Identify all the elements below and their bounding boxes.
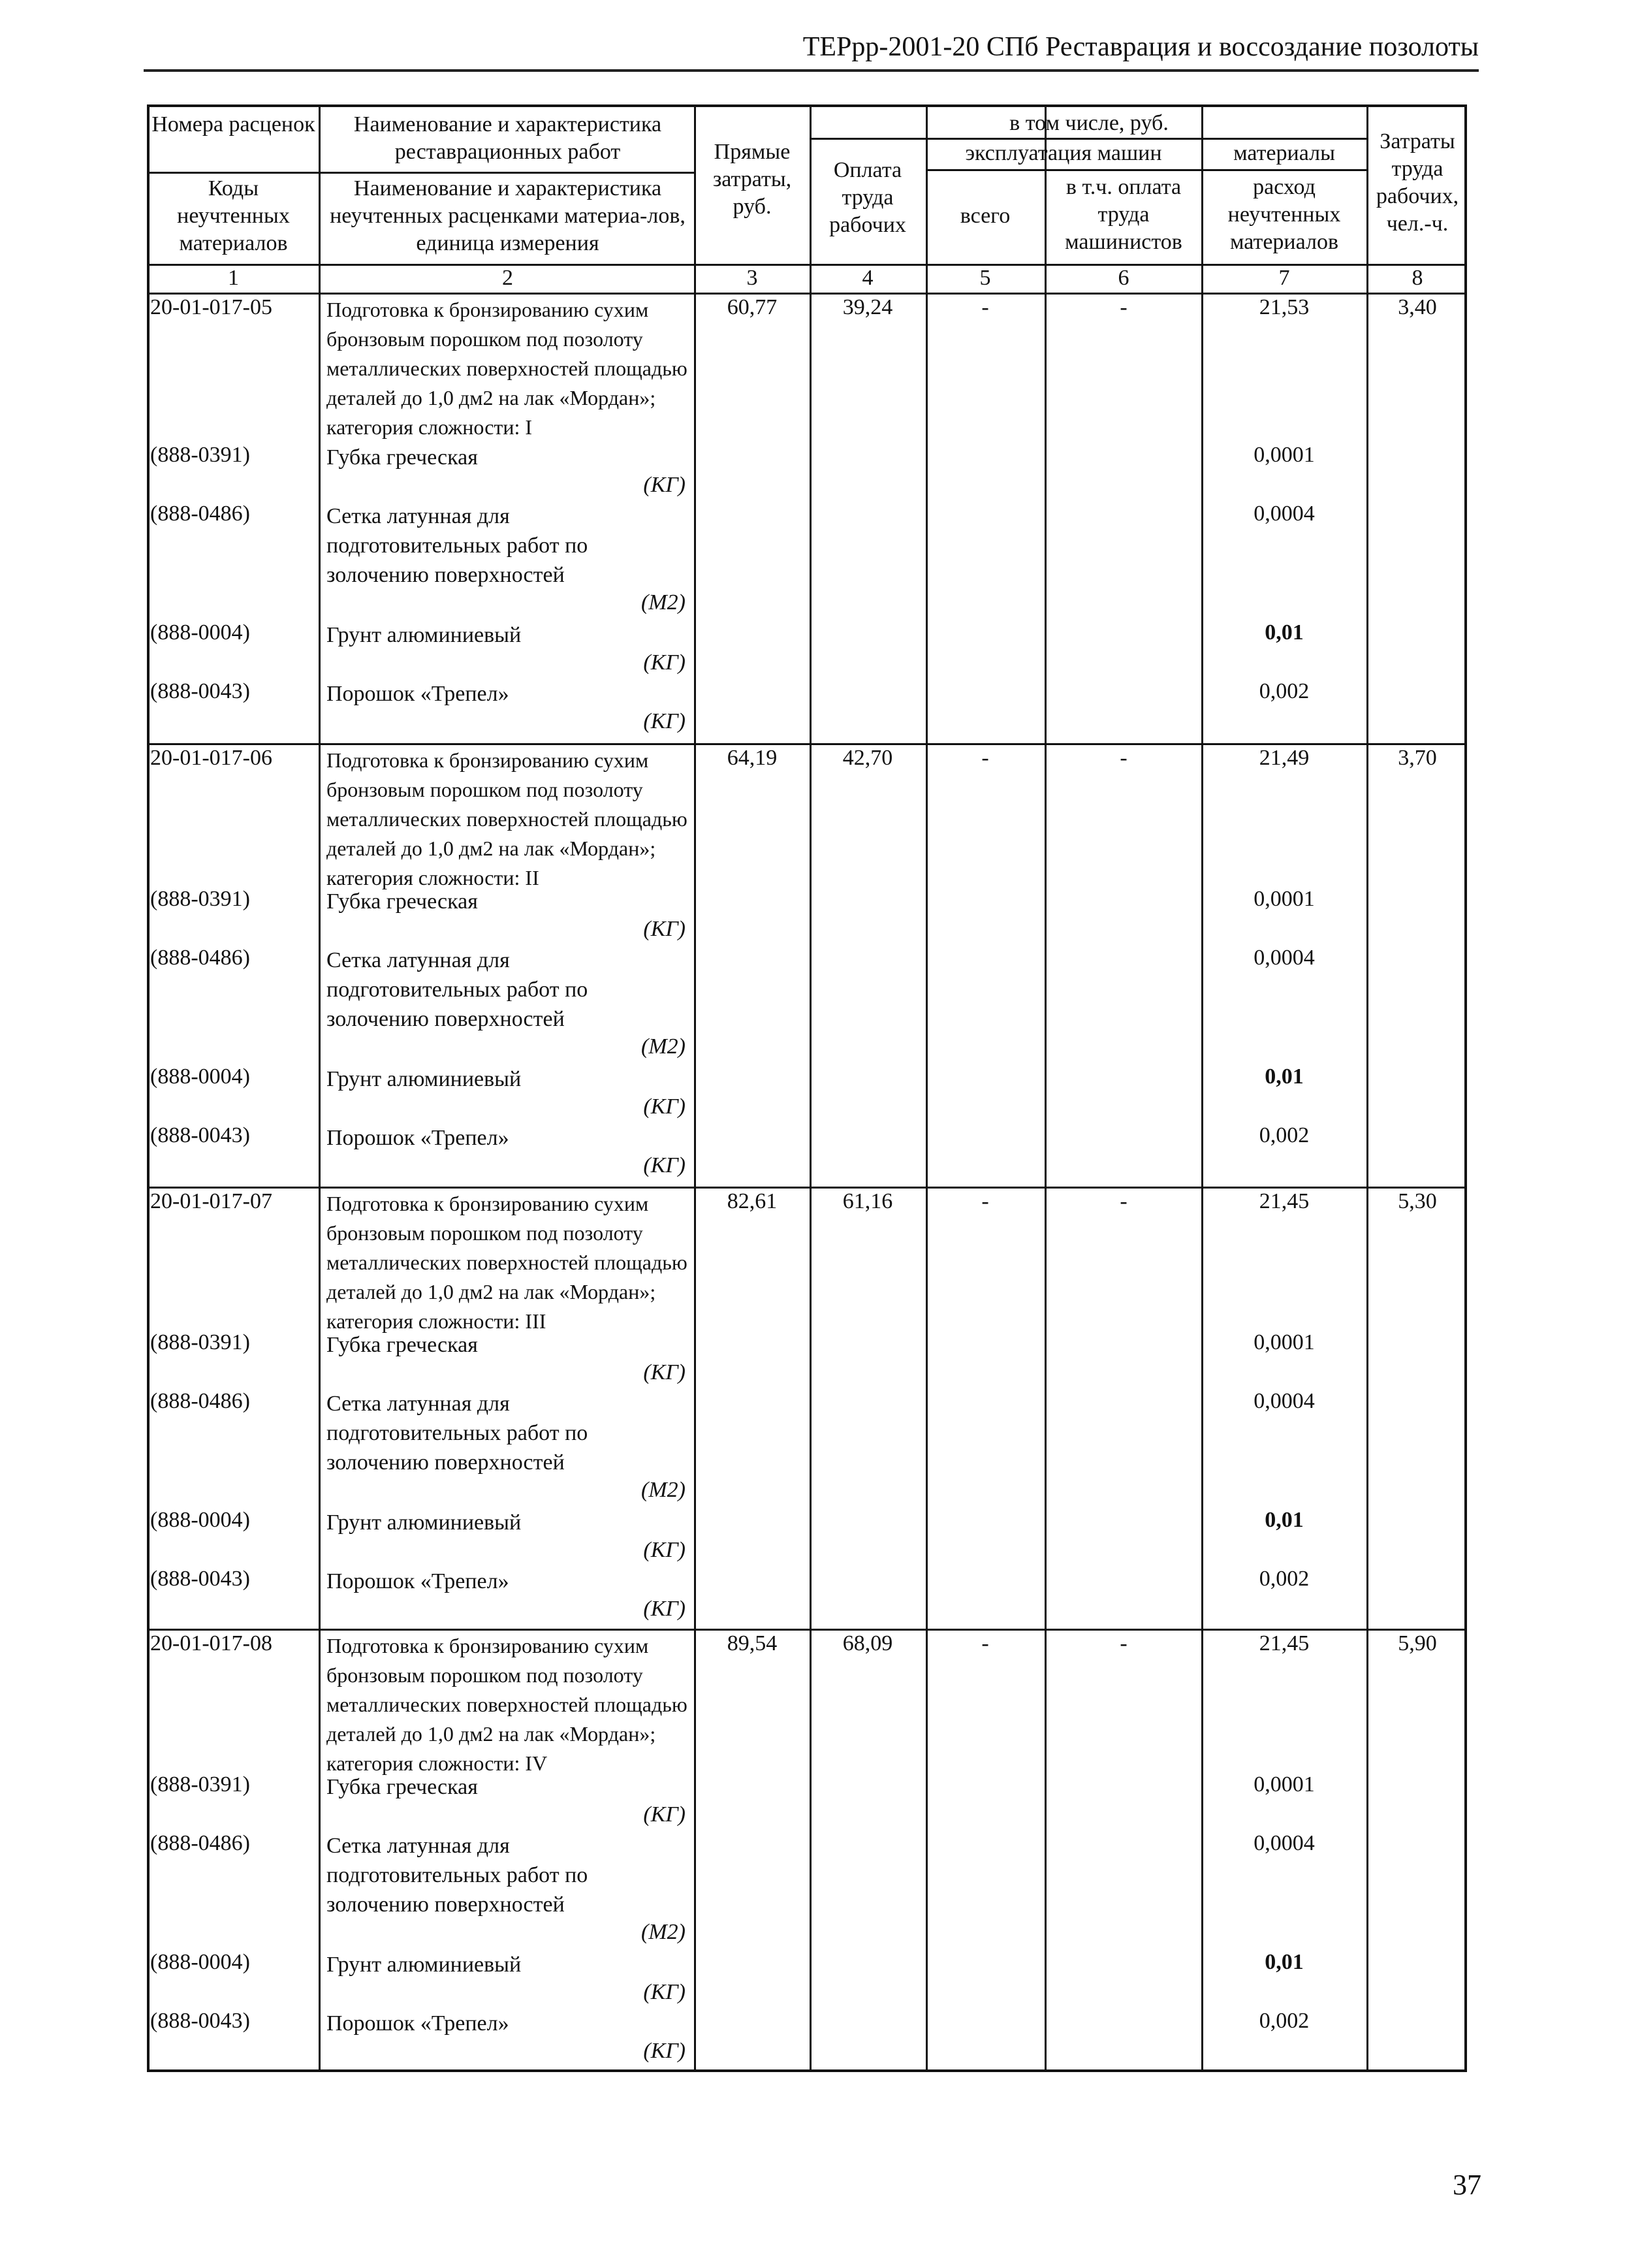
- material-unit: (М2): [641, 1478, 686, 1502]
- material-code: (888-0004): [150, 1064, 250, 1089]
- material-name: Сетка латунная для подготовительных работ по золочению поверхностей: [326, 1392, 588, 1475]
- material-code: (888-0486): [150, 502, 250, 526]
- header-col8: Затраты труда рабочих, чел.-ч.: [1376, 129, 1459, 236]
- material-qty: 0,0001: [1254, 887, 1315, 911]
- labor-pay: 61,16: [842, 1189, 893, 1213]
- material-code: (888-0391): [150, 1330, 250, 1354]
- materials-cost: 21,45: [1259, 1189, 1310, 1213]
- material-name: Грунт алюминиевый: [326, 1067, 522, 1091]
- rate-description: Подготовка к бронзированию сухим бронзовым порошком под позолоту металлических поверхностей площадью деталей до 1,0 дм2 на лак «Мордан»; категория сложности: II: [326, 748, 687, 889]
- direct-costs: 60,77: [727, 295, 778, 319]
- material-name: Грунт алюминиевый: [326, 1953, 522, 1977]
- labor-pay: 68,09: [842, 1631, 893, 1655]
- material-name: Губка греческая: [326, 1775, 478, 1799]
- material-name: Порошок «Трепел»: [326, 1569, 509, 1593]
- running-header: [144, 27, 1479, 72]
- header-rule: [147, 293, 1467, 295]
- col-divider: [1366, 104, 1368, 2072]
- material-name: Губка греческая: [326, 889, 478, 914]
- material-code: (888-0486): [150, 946, 250, 970]
- machine-costs: -: [981, 1631, 989, 1655]
- page-number: 37: [1453, 2169, 1481, 2201]
- material-code: (888-0043): [150, 2009, 250, 2033]
- material-code: (888-0391): [150, 443, 250, 467]
- header-col1-top: Номера расценок: [151, 112, 315, 136]
- labor-hours: 5,30: [1398, 1189, 1437, 1213]
- material-code: (888-0486): [150, 1831, 250, 1855]
- column-number: 8: [1412, 266, 1423, 290]
- material-unit: (КГ): [643, 917, 686, 941]
- material-qty: 0,01: [1265, 1064, 1304, 1089]
- material-name: Порошок «Трепел»: [326, 1126, 509, 1150]
- material-qty: 0,0004: [1254, 502, 1315, 526]
- material-code: (888-0004): [150, 620, 250, 645]
- material-name: Грунт алюминиевый: [326, 623, 522, 647]
- header-col2-bottom: Наименование и характеристика неучтенных расценками материа-лов, единица измерения: [330, 176, 686, 255]
- header-machines: эксплуатация машин: [965, 141, 1162, 165]
- material-name: Сетка латунная для подготовительных работ по золочению поверхностей: [326, 948, 588, 1031]
- machinist-pay: -: [1120, 295, 1128, 319]
- rate-description: Подготовка к бронзированию сухим бронзовым порошком под позолоту металлических поверхностей площадью деталей до 1,0 дм2 на лак «Мордан»; категория сложности: IV: [326, 1634, 687, 1775]
- material-qty: 0,0001: [1254, 1330, 1315, 1354]
- header-col7: расход неучтенных материалов: [1227, 175, 1341, 254]
- header-col4: Оплата труда рабочих: [829, 158, 906, 237]
- header-col1-bottom: Коды неучтенных материалов: [177, 176, 290, 255]
- material-unit: (КГ): [643, 1094, 686, 1119]
- material-code: (888-0486): [150, 1389, 250, 1413]
- material-unit: (М2): [641, 1920, 686, 1944]
- machine-costs: -: [981, 295, 989, 319]
- material-qty: 0,0001: [1254, 1772, 1315, 1797]
- machinist-pay: -: [1120, 746, 1128, 770]
- machine-costs: -: [981, 746, 989, 770]
- column-number: 6: [1118, 266, 1129, 290]
- column-number: 3: [746, 266, 758, 290]
- rate-code: 20-01-017-05: [150, 295, 272, 319]
- materials-cost: 21,45: [1259, 1631, 1310, 1655]
- material-name: Губка греческая: [326, 445, 478, 470]
- material-code: (888-0004): [150, 1950, 250, 1974]
- material-qty: 0,01: [1265, 1508, 1304, 1532]
- column-number: 1: [228, 266, 239, 290]
- material-qty: 0,0004: [1254, 1389, 1315, 1413]
- rate-description: Подготовка к бронзированию сухим бронзовым порошком под позолоту металлических поверхностей площадью деталей до 1,0 дм2 на лак «Мордан»; категория сложности: I: [326, 298, 687, 439]
- material-name: Сетка латунная для подготовительных работ по золочению поверхностей: [326, 1834, 588, 1917]
- material-code: (888-0391): [150, 887, 250, 911]
- col-divider: [1045, 104, 1047, 2072]
- direct-costs: 64,19: [727, 746, 778, 770]
- materials-cost: 21,49: [1259, 746, 1310, 770]
- labor-hours: 3,40: [1398, 295, 1437, 319]
- document-title: ТЕРрр-2001-20 СПб Реставрация и воссоздание позолоты: [802, 32, 1479, 62]
- header-col3: Прямые затраты, руб.: [712, 140, 792, 219]
- material-name: Грунт алюминиевый: [326, 1510, 522, 1535]
- row-separator: [147, 1629, 1467, 1631]
- material-unit: (М2): [641, 590, 686, 615]
- material-code: (888-0043): [150, 1123, 250, 1147]
- labor-hours: 3,70: [1398, 746, 1437, 770]
- rate-code: 20-01-017-06: [150, 746, 272, 770]
- material-qty: 0,002: [1259, 1123, 1310, 1147]
- material-code: (888-0004): [150, 1508, 250, 1532]
- material-name: Губка греческая: [326, 1333, 478, 1357]
- machinist-pay: -: [1120, 1631, 1128, 1655]
- rate-code: 20-01-017-07: [150, 1189, 272, 1213]
- machinist-pay: -: [1120, 1189, 1128, 1213]
- material-qty: 0,002: [1259, 1567, 1310, 1591]
- material-unit: (КГ): [643, 1980, 686, 2004]
- col-divider: [926, 104, 928, 2072]
- rate-code: 20-01-017-08: [150, 1631, 272, 1655]
- header-col6: в т.ч. оплата труда машинистов: [1065, 175, 1182, 254]
- column-number: 7: [1278, 266, 1290, 290]
- row-separator: [147, 1187, 1467, 1189]
- material-name: Порошок «Трепел»: [326, 682, 509, 706]
- material-qty: 0,01: [1265, 1950, 1304, 1974]
- materials-cost: 21,53: [1259, 295, 1310, 319]
- header-rule: [1045, 169, 1201, 171]
- labor-hours: 5,90: [1398, 1631, 1437, 1655]
- labor-pay: 42,70: [842, 746, 893, 770]
- material-unit: (КГ): [643, 1538, 686, 1562]
- material-qty: 0,0001: [1254, 443, 1315, 467]
- material-code: (888-0043): [150, 1567, 250, 1591]
- header-group: в том числе, руб.: [1009, 111, 1169, 135]
- material-qty: 0,0004: [1254, 1831, 1315, 1855]
- material-unit: (КГ): [643, 1802, 686, 1827]
- header-materials: материалы: [1233, 141, 1335, 165]
- material-qty: 0,002: [1259, 679, 1310, 703]
- material-unit: (КГ): [643, 1153, 686, 1177]
- row-separator: [147, 743, 1467, 745]
- labor-pay: 39,24: [842, 295, 893, 319]
- direct-costs: 82,61: [727, 1189, 778, 1213]
- material-unit: (КГ): [643, 1360, 686, 1384]
- col-divider: [694, 104, 696, 2072]
- header-col2-top: Наименование и характеристика реставрационных работ: [353, 112, 662, 164]
- material-name: Сетка латунная для подготовительных работ по золочению поверхностей: [326, 504, 588, 587]
- material-unit: (М2): [641, 1034, 686, 1059]
- col-divider: [810, 104, 812, 2072]
- material-unit: (КГ): [643, 473, 686, 497]
- column-number: 4: [862, 266, 874, 290]
- material-qty: 0,002: [1259, 2009, 1310, 2033]
- material-name: Порошок «Трепел»: [326, 2011, 509, 2036]
- rate-description: Подготовка к бронзированию сухим бронзовым порошком под позолоту металлических поверхностей площадью деталей до 1,0 дм2 на лак «Мордан»; категория сложности: III: [326, 1192, 687, 1333]
- direct-costs: 89,54: [727, 1631, 778, 1655]
- material-code: (888-0391): [150, 1772, 250, 1797]
- column-number: 2: [502, 266, 513, 290]
- material-unit: (КГ): [643, 650, 686, 675]
- machine-costs: -: [981, 1189, 989, 1213]
- column-number: 5: [979, 266, 991, 290]
- header-col5: всего: [960, 204, 1011, 228]
- material-qty: 0,0004: [1254, 946, 1315, 970]
- material-unit: (КГ): [643, 709, 686, 733]
- material-qty: 0,01: [1265, 620, 1304, 645]
- material-unit: (КГ): [643, 2039, 686, 2063]
- header-rule: [147, 172, 694, 174]
- material-unit: (КГ): [643, 1597, 686, 1621]
- material-code: (888-0043): [150, 679, 250, 703]
